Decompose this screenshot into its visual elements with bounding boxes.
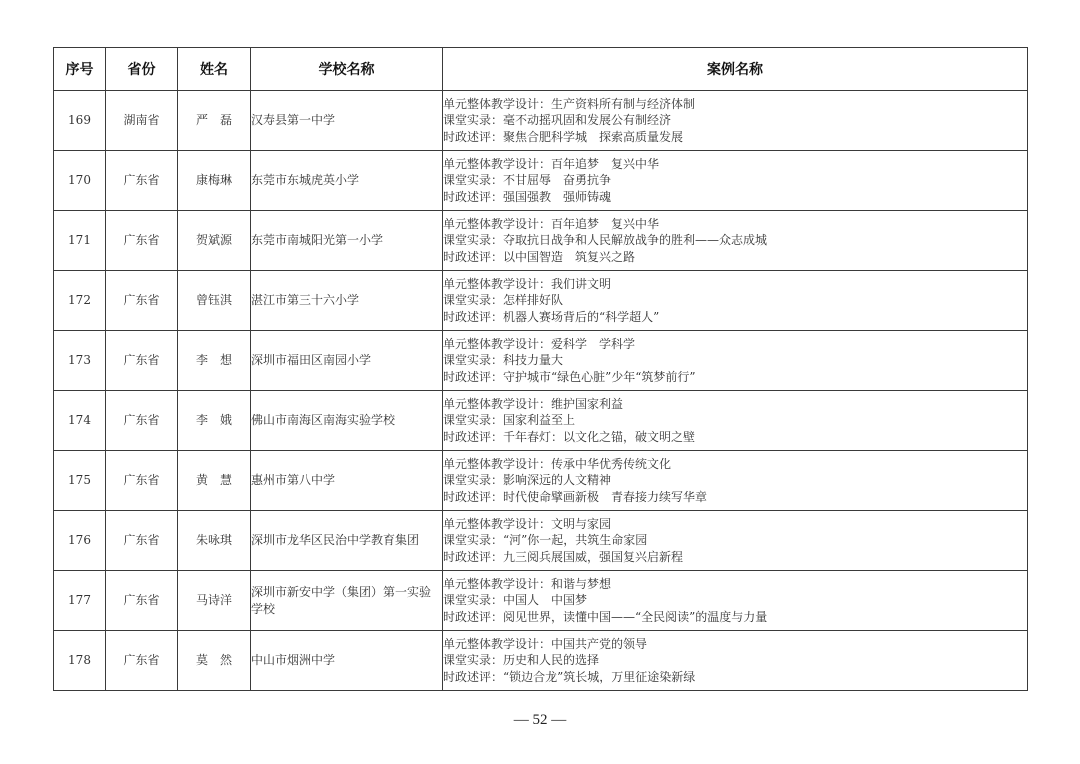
- table-row: [54, 331, 1028, 391]
- case-line: 单元整体教学设计：传承中华优秀传统文化: [443, 457, 672, 472]
- case-line: 单元整体教学设计：文明与家园: [443, 517, 612, 532]
- cell-province: 广东省: [106, 451, 178, 511]
- cell-seq: 169: [54, 91, 106, 151]
- table-header-row: [54, 48, 1028, 91]
- cell-school: 深圳市龙华区民治中学教育集团: [251, 511, 443, 571]
- cell-province: 湖南省: [106, 91, 178, 151]
- cell-name: 马诗洋: [178, 571, 251, 631]
- case-line: 课堂实录：毫不动摇巩固和发展公有制经济: [443, 113, 672, 128]
- cell-province: 广东省: [106, 571, 178, 631]
- cell-school: 湛江市第三十六小学: [251, 271, 443, 331]
- case-line: 单元整体教学设计：维护国家利益: [443, 397, 624, 412]
- cell-seq: 173: [54, 331, 106, 391]
- case-line: 课堂实录：不甘屈辱 奋勇抗争: [443, 173, 612, 188]
- case-line: 单元整体教学设计：百年追梦 复兴中华: [443, 217, 660, 232]
- case-line: 时政述评：千年春灯：以文化之锚，破文明之壁: [443, 429, 696, 444]
- table-row: [54, 631, 1028, 691]
- header-cases: 案例名称: [443, 48, 1028, 91]
- cell-province: 广东省: [106, 391, 178, 451]
- cell-cases: [443, 451, 1028, 511]
- case-line: 单元整体教学设计：爱科学 学科学: [443, 337, 636, 352]
- cell-province: 广东省: [106, 151, 178, 211]
- table-row: [54, 451, 1028, 511]
- cell-school: 东莞市东城虎英小学: [251, 151, 443, 211]
- case-line: 时政述评：强国强教 强师铸魂: [443, 189, 612, 204]
- cell-cases: [443, 271, 1028, 331]
- cell-cases: [443, 331, 1028, 391]
- cell-cases: [443, 511, 1028, 571]
- case-line: 课堂实录：“河”你一起，共筑生命家园: [443, 533, 648, 548]
- cell-province: 广东省: [106, 271, 178, 331]
- case-line: 时政述评：“锁边合龙”筑长城，万里征途染新绿: [443, 669, 696, 684]
- cell-name: 曾钰淇: [178, 271, 251, 331]
- case-line: 课堂实录：夺取抗日战争和人民解放战争的胜利——众志成城: [443, 233, 768, 248]
- cell-cases: [443, 211, 1028, 271]
- cell-cases: [443, 151, 1028, 211]
- cell-seq: 177: [54, 571, 106, 631]
- cell-school: 汉寿县第一中学: [251, 91, 443, 151]
- cell-seq: 176: [54, 511, 106, 571]
- page-number: — 52 —: [513, 712, 567, 728]
- header-school: 学校名称: [251, 48, 443, 91]
- cell-school: 佛山市南海区南海实验学校: [251, 391, 443, 451]
- cell-school: 深圳市新安中学（集团）第一实验学校: [251, 571, 443, 631]
- cell-cases: [443, 571, 1028, 631]
- cell-school: 东莞市南城阳光第一小学: [251, 211, 443, 271]
- cell-seq: 174: [54, 391, 106, 451]
- header-province: 省份: [106, 48, 178, 91]
- cell-cases: [443, 631, 1028, 691]
- case-line: 课堂实录：怎样排好队: [443, 293, 564, 308]
- cell-school: 惠州市第八中学: [251, 451, 443, 511]
- cell-school: 中山市烟洲中学: [251, 631, 443, 691]
- table-row: [54, 391, 1028, 451]
- case-line: 时政述评：时代使命擘画新极 青春接力续写华章: [443, 489, 708, 504]
- cell-school: 深圳市福田区南园小学: [251, 331, 443, 391]
- cell-name: 李 娥: [178, 391, 251, 451]
- case-line: 单元整体教学设计：生产资料所有制与经济体制: [443, 97, 696, 112]
- cell-seq: 170: [54, 151, 106, 211]
- cell-cases: [443, 91, 1028, 151]
- table-row: [54, 511, 1028, 571]
- cell-cases: [443, 391, 1028, 451]
- cell-seq: 172: [54, 271, 106, 331]
- cell-name: 莫 然: [178, 631, 251, 691]
- cell-seq: 171: [54, 211, 106, 271]
- table-row: [54, 91, 1028, 151]
- table-row: [54, 271, 1028, 331]
- cell-seq: 178: [54, 631, 106, 691]
- case-line: 课堂实录：中国人 中国梦: [443, 593, 588, 608]
- cell-seq: 175: [54, 451, 106, 511]
- case-line: 时政述评：九三阅兵展国威，强国复兴启新程: [443, 549, 684, 564]
- cell-province: 广东省: [106, 631, 178, 691]
- case-line: 时政述评：阅见世界，读懂中国——“全民阅读”的温度与力量: [443, 609, 768, 624]
- table-row: [54, 151, 1028, 211]
- case-line: 单元整体教学设计：和谐与梦想: [443, 577, 612, 592]
- cell-name: 严 磊: [178, 91, 251, 151]
- case-line: 课堂实录：影响深远的人文精神: [443, 473, 612, 488]
- header-seq: 序号: [54, 48, 106, 91]
- cell-province: 广东省: [106, 331, 178, 391]
- case-line: 课堂实录：历史和人民的选择: [443, 653, 600, 668]
- case-line: 时政述评：以中国智造 筑复兴之路: [443, 249, 636, 264]
- header-name: 姓名: [178, 48, 251, 91]
- case-line: 单元整体教学设计：百年追梦 复兴中华: [443, 157, 660, 172]
- cell-province: 广东省: [106, 511, 178, 571]
- case-line: 时政述评：机器人赛场背后的“科学超人”: [443, 309, 660, 324]
- award-list-table: [53, 47, 1028, 691]
- cell-name: 朱咏琪: [178, 511, 251, 571]
- case-line: 单元整体教学设计：我们讲文明: [443, 277, 612, 292]
- case-line: 课堂实录：科技力量大: [443, 353, 564, 368]
- table-row: [54, 211, 1028, 271]
- case-line: 时政述评：聚焦合肥科学城 探索高质量发展: [443, 129, 684, 144]
- table-body: [54, 91, 1028, 691]
- cell-name: 康梅琳: [178, 151, 251, 211]
- case-line: 单元整体教学设计：中国共产党的领导: [443, 637, 648, 652]
- case-line: 课堂实录：国家利益至上: [443, 413, 576, 428]
- table-row: [54, 571, 1028, 631]
- case-line: 时政述评：守护城市“绿色心脏”少年“筑梦前行”: [443, 369, 696, 384]
- cell-name: 李 想: [178, 331, 251, 391]
- cell-name: 黄 慧: [178, 451, 251, 511]
- cell-name: 贺斌源: [178, 211, 251, 271]
- cell-province: 广东省: [106, 211, 178, 271]
